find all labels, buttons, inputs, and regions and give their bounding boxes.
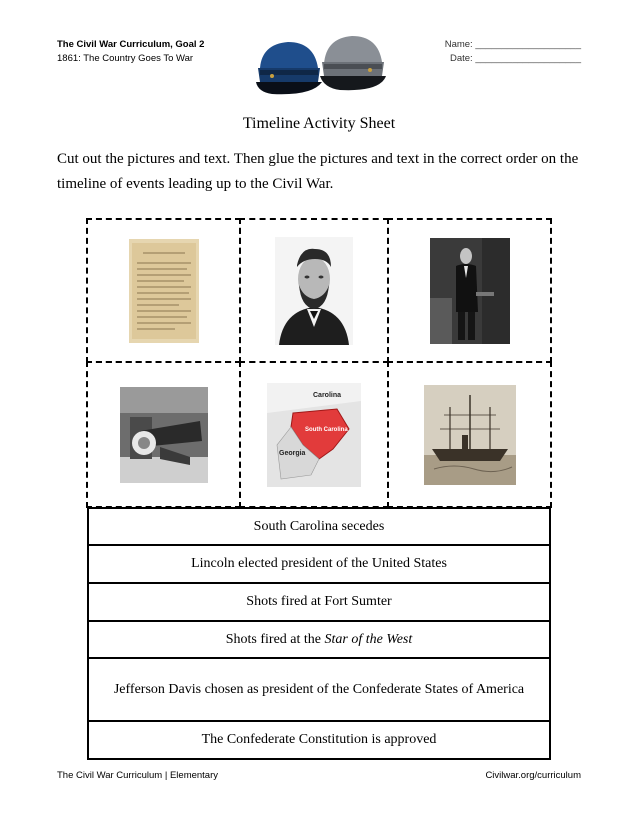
event-row-3[interactable] [87, 584, 551, 622]
picture-cell-4[interactable] [86, 361, 241, 508]
jefferson-davis-portrait-image [430, 238, 510, 344]
picture-cell-3[interactable] [387, 218, 552, 363]
curriculum-goal: The Civil War Curriculum, Goal 2 [57, 39, 205, 50]
event-list [87, 507, 551, 760]
picture-grid [86, 218, 552, 508]
event-row-1[interactable] [87, 507, 551, 546]
event-text: Lincoln elected president of the United States [191, 556, 447, 571]
header-left [57, 38, 204, 66]
unit-title: 1861: The Country Goes To War [57, 53, 194, 64]
map-label-georgia: Georgia [279, 449, 306, 457]
event-text [226, 628, 413, 652]
civil-war-caps-icon [250, 30, 390, 98]
event-row-2[interactable] [87, 546, 551, 584]
picture-cell-1[interactable] [86, 218, 241, 363]
map-label-carolina: Carolina [313, 391, 342, 399]
event-text: South Carolina secedes [253, 518, 385, 534]
constitution-document-image [129, 239, 199, 343]
abraham-lincoln-portrait-image [275, 237, 353, 345]
footer-right[interactable]: Civilwar.org/curriculum [485, 770, 581, 781]
event-text: Shots fired at Fort Sumter [246, 594, 392, 609]
header-right [445, 38, 581, 66]
date-field[interactable]: Date: ____________________ [449, 53, 581, 64]
event-row-6[interactable] [87, 722, 551, 760]
ship-name: Star of the West [324, 631, 413, 647]
event-text-prefix: Shots fired at the [225, 631, 325, 647]
page-title: Timeline Activity Sheet [242, 115, 396, 132]
picture-cell-5[interactable] [239, 361, 389, 508]
cannon-image [120, 387, 208, 483]
map-label-south-carolina: South Carolina [305, 426, 348, 433]
picture-cell-6[interactable] [387, 361, 552, 508]
steamship-image [424, 385, 516, 485]
event-text: Jefferson Davis chosen as president of the Confederate States of America [113, 681, 525, 697]
picture-cell-2[interactable] [239, 218, 389, 363]
event-text: The Confederate Constitution is approved [201, 732, 437, 747]
instructions: Cut out the pictures and text. Then glue the pictures and text in the correct order on the timeline of events leading up to the Civil War. [57, 151, 579, 192]
event-row-5[interactable] [87, 659, 551, 722]
south-carolina-map-image [267, 383, 361, 487]
name-field[interactable]: Name: ____________________ [444, 39, 581, 50]
event-row-4[interactable] [87, 622, 551, 659]
footer-left: The Civil War Curriculum | Elementary [57, 770, 219, 781]
